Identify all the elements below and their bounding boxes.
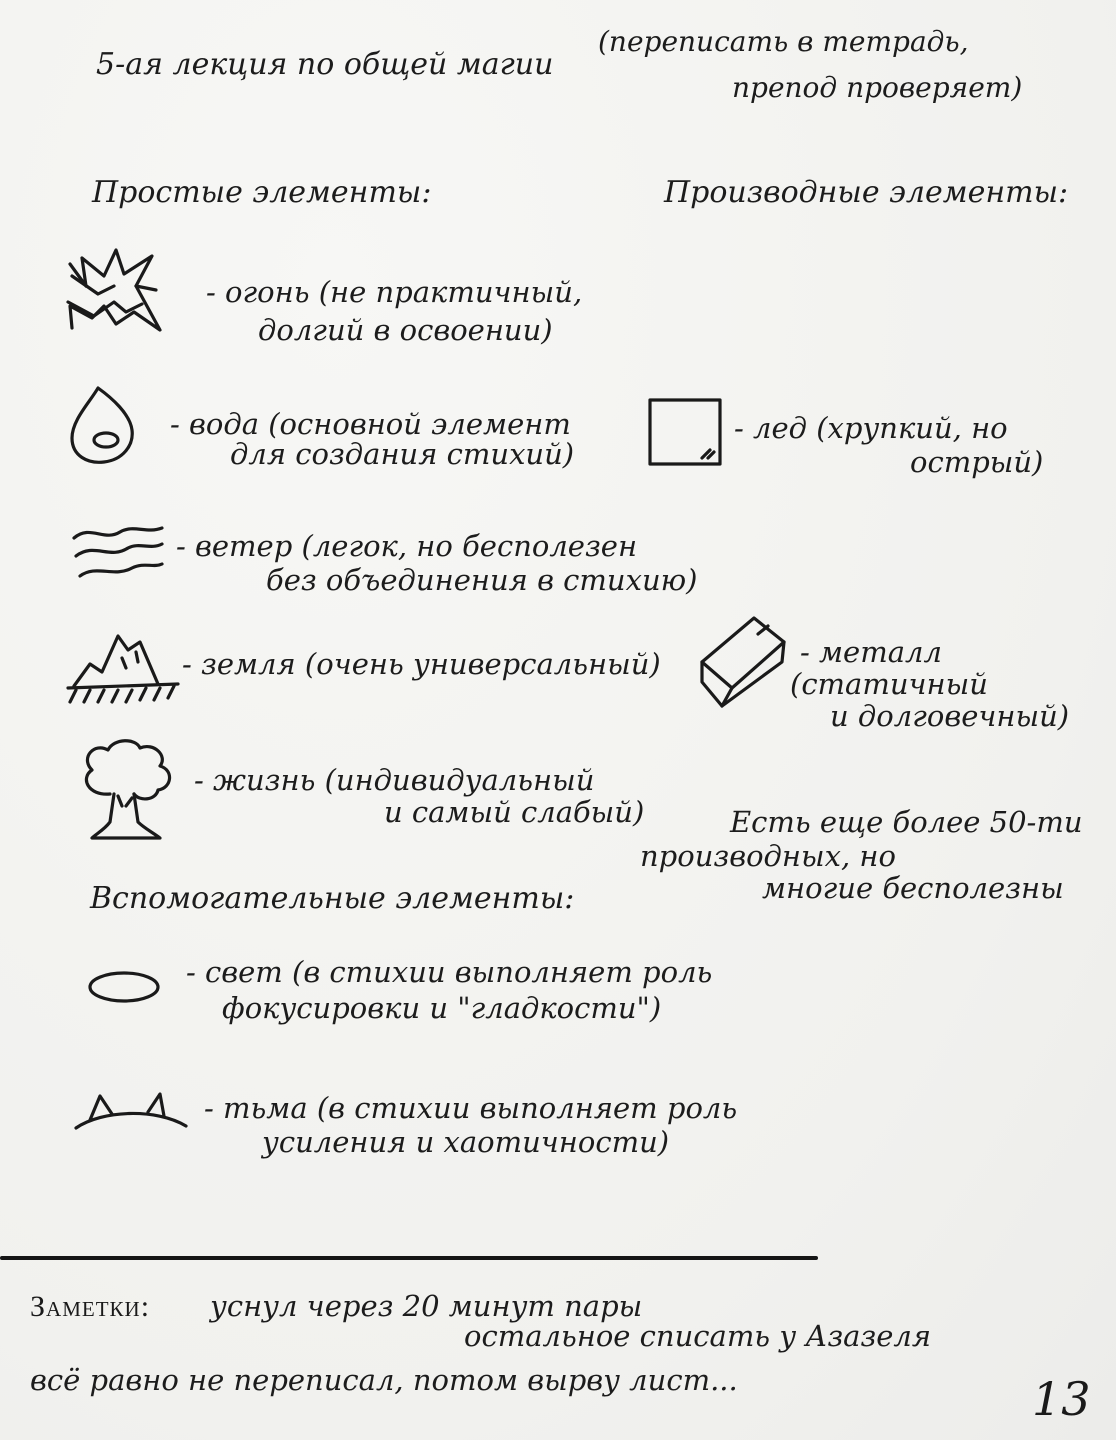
notes-divider [0, 1256, 818, 1260]
wind-description-line1: - ветер (легок, но бесполезен [176, 529, 638, 563]
fire-description-line2: долгий в освоении) [258, 313, 553, 347]
wind-icon [70, 520, 166, 582]
derived-note-line1: Есть еще более 50-ти [730, 805, 1083, 839]
earth-description-line1: - земля (очень универсальный) [182, 647, 661, 681]
header-note-line2: препод проверяет) [732, 71, 1023, 104]
metal-description-line3: и долговечный) [830, 699, 1070, 733]
simple-elements-heading: Простые элементы: [92, 175, 432, 210]
metal-block-icon [696, 612, 788, 710]
life-description-line2: и самый слабый) [384, 795, 645, 829]
light-ellipse-icon [86, 966, 162, 1008]
life-description-line1: - жизнь (индивидуальный [194, 763, 595, 797]
derived-note-line3: многие бесполезны [762, 871, 1064, 905]
ice-description-line1: - лед (хрупкий, но [734, 411, 1008, 445]
wind-description-line2: без объединения в стихию) [266, 563, 698, 597]
page-number: 13 [1032, 1372, 1091, 1426]
water-description-line1: - вода (основной элемент [170, 407, 571, 441]
fire-description-line1: - огонь (не практичный, [206, 275, 583, 309]
darkness-description-line2: усиления и хаотичности) [262, 1125, 670, 1159]
water-drop-icon [68, 384, 140, 466]
water-description-line2: для создания стихий) [230, 437, 575, 471]
metal-description-line2: (статичный [790, 667, 988, 701]
light-description-line2: фокусировки и "гладкости") [222, 991, 662, 1025]
derived-note-line2: производных, но [640, 839, 896, 873]
darkness-description-line1: - тьма (в стихии выполняет роль [204, 1091, 738, 1125]
header-note-line1: (переписать в тетрадь, [598, 25, 969, 58]
tree-icon [74, 736, 178, 846]
notes-label: Заметки: [30, 1290, 151, 1323]
earth-mountain-icon [66, 628, 182, 706]
lecture-title: 5-ая лекция по общей магии [96, 47, 554, 82]
metal-description-line1: - металл [800, 635, 942, 669]
darkness-horns-icon [72, 1086, 190, 1134]
fire-icon [64, 246, 164, 336]
ice-description-line2: острый) [910, 445, 1044, 479]
notes-line1: уснул через 20 минут пары [210, 1289, 643, 1323]
ice-square-icon [646, 396, 724, 468]
auxiliary-elements-heading: Вспомогательные элементы: [90, 881, 575, 916]
notes-line2: остальное списать у Азазеля [464, 1319, 932, 1353]
light-description-line1: - свет (в стихии выполняет роль [186, 955, 713, 989]
notes-line3: всё равно не переписал, потом вырву лист... [30, 1363, 738, 1397]
derived-elements-heading: Производные элементы: [664, 175, 1069, 210]
